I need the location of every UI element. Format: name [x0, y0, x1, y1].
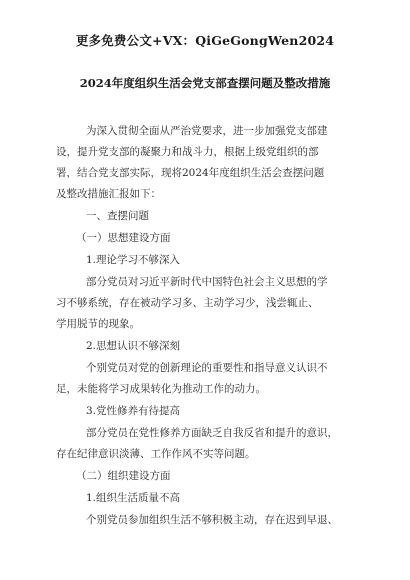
- document-header: 更多免费公文+VX：QiGeGongWen2024: [75, 33, 335, 48]
- document-title: 2024年度组织生活会党支部查摆问题及整改措施: [79, 76, 331, 90]
- paragraph-line: 学用脱节的现象。: [56, 318, 140, 330]
- item-heading: 1.理论学习不够深入: [86, 254, 181, 266]
- paragraph-line: 个别党员对党的创新理论的重要性和指导意义认识不: [86, 362, 328, 374]
- paragraph-line: 部分党员在党性修养方面缺乏自我反省和提升的意识，: [86, 427, 338, 439]
- paragraph-line: 署，结合党支部实际，现将2024年度组织生活会查摆问题: [56, 167, 325, 179]
- section-heading: 一、查摆问题: [86, 210, 149, 222]
- item-heading: 3.党性修养有待提高: [86, 405, 181, 417]
- paragraph-line: 为深入贯彻全面从严治党要求，进一步加强党支部建: [86, 125, 328, 137]
- subsection-heading: （二）组织建设方面: [76, 470, 171, 482]
- paragraph-line: 个别党员参加组织生活不够积极主动，存在迟到早退、: [86, 514, 338, 526]
- item-heading: 2.思想认识不够深刻: [86, 340, 181, 352]
- paragraph-line: 及整改措施汇报如下：: [56, 188, 161, 200]
- paragraph-line: 存在纪律意识淡薄、工作作风不实等问题。: [56, 448, 256, 460]
- paragraph-line: 习不够系统，存在被动学习多、主动学习少，浅尝辄止、: [56, 297, 319, 309]
- item-heading: 1.组织生活质量不高: [86, 492, 181, 504]
- subsection-heading: （一）思想建设方面: [76, 232, 171, 244]
- paragraph-line: 足，未能将学习成果转化为推动工作的动力。: [56, 383, 266, 395]
- paragraph-line: 部分党员对习近平新时代中国特色社会主义思想的学: [86, 276, 328, 288]
- paragraph-line: 设，提升党支部的凝聚力和战斗力，根据上级党组织的部: [56, 146, 319, 158]
